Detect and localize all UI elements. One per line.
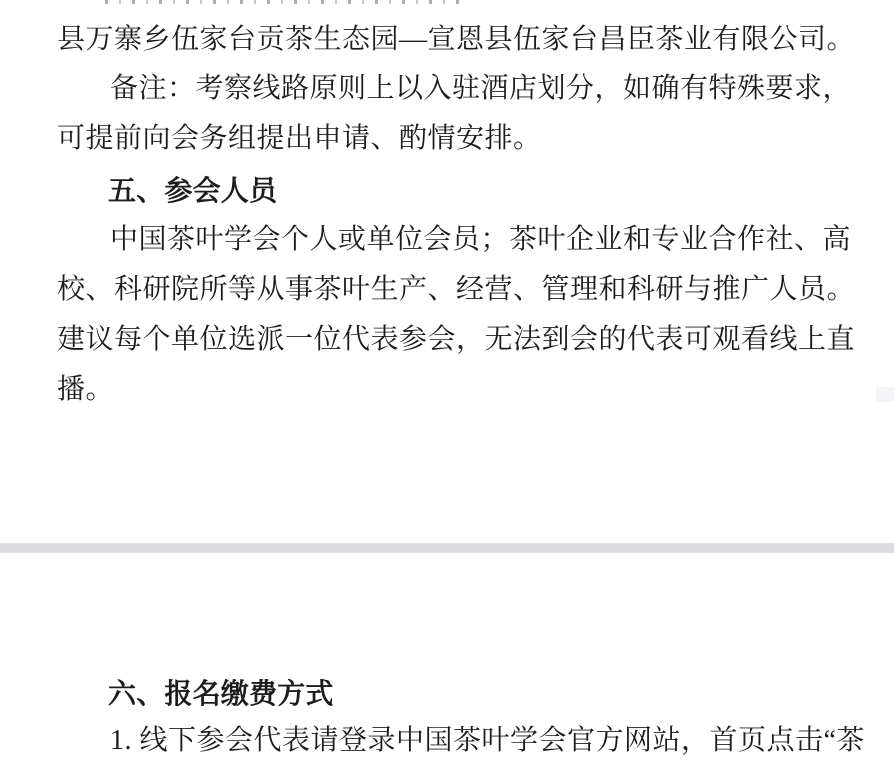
paragraph-note-line-2: 可提前向会务组提出申请、酌情安排。 (57, 123, 542, 154)
scrollbar-thumb[interactable] (876, 387, 894, 402)
paragraph-attendees-line-2: 校、科研院所等从事茶叶生产、经营、管理和科研与推广人员。 (57, 274, 856, 305)
section-heading-6-registration: 六、报名缴费方式 (108, 678, 334, 709)
section-heading-5-attendees: 五、参会人员 (108, 175, 278, 206)
paragraph-attendees-line-4: 播。 (57, 374, 115, 405)
paragraph-attendees-line-3: 建议每个单位选派一位代表参会，无法到会的代表可观看线上直 (57, 324, 856, 355)
paragraph-registration-line-1: 1. 线下参会代表请登录中国茶叶学会官方网站，首页点击“茶 (110, 725, 865, 756)
paragraph-note-line-1: 备注：考察线路原则上以入驻酒店划分，如确有特殊要求， (110, 73, 852, 104)
paragraph-attendees-line-1: 中国茶叶学会个人或单位会员；茶叶企业和专业合作社、高 (110, 224, 852, 255)
document-page-2 (0, 553, 894, 767)
page-break-separator (0, 543, 894, 553)
clipped-text-line-top (105, 0, 461, 4)
paragraph-route-company-line: 县万寨乡伍家台贡茶生态园—宣恩县伍家台昌臣茶业有限公司。 (57, 24, 856, 55)
